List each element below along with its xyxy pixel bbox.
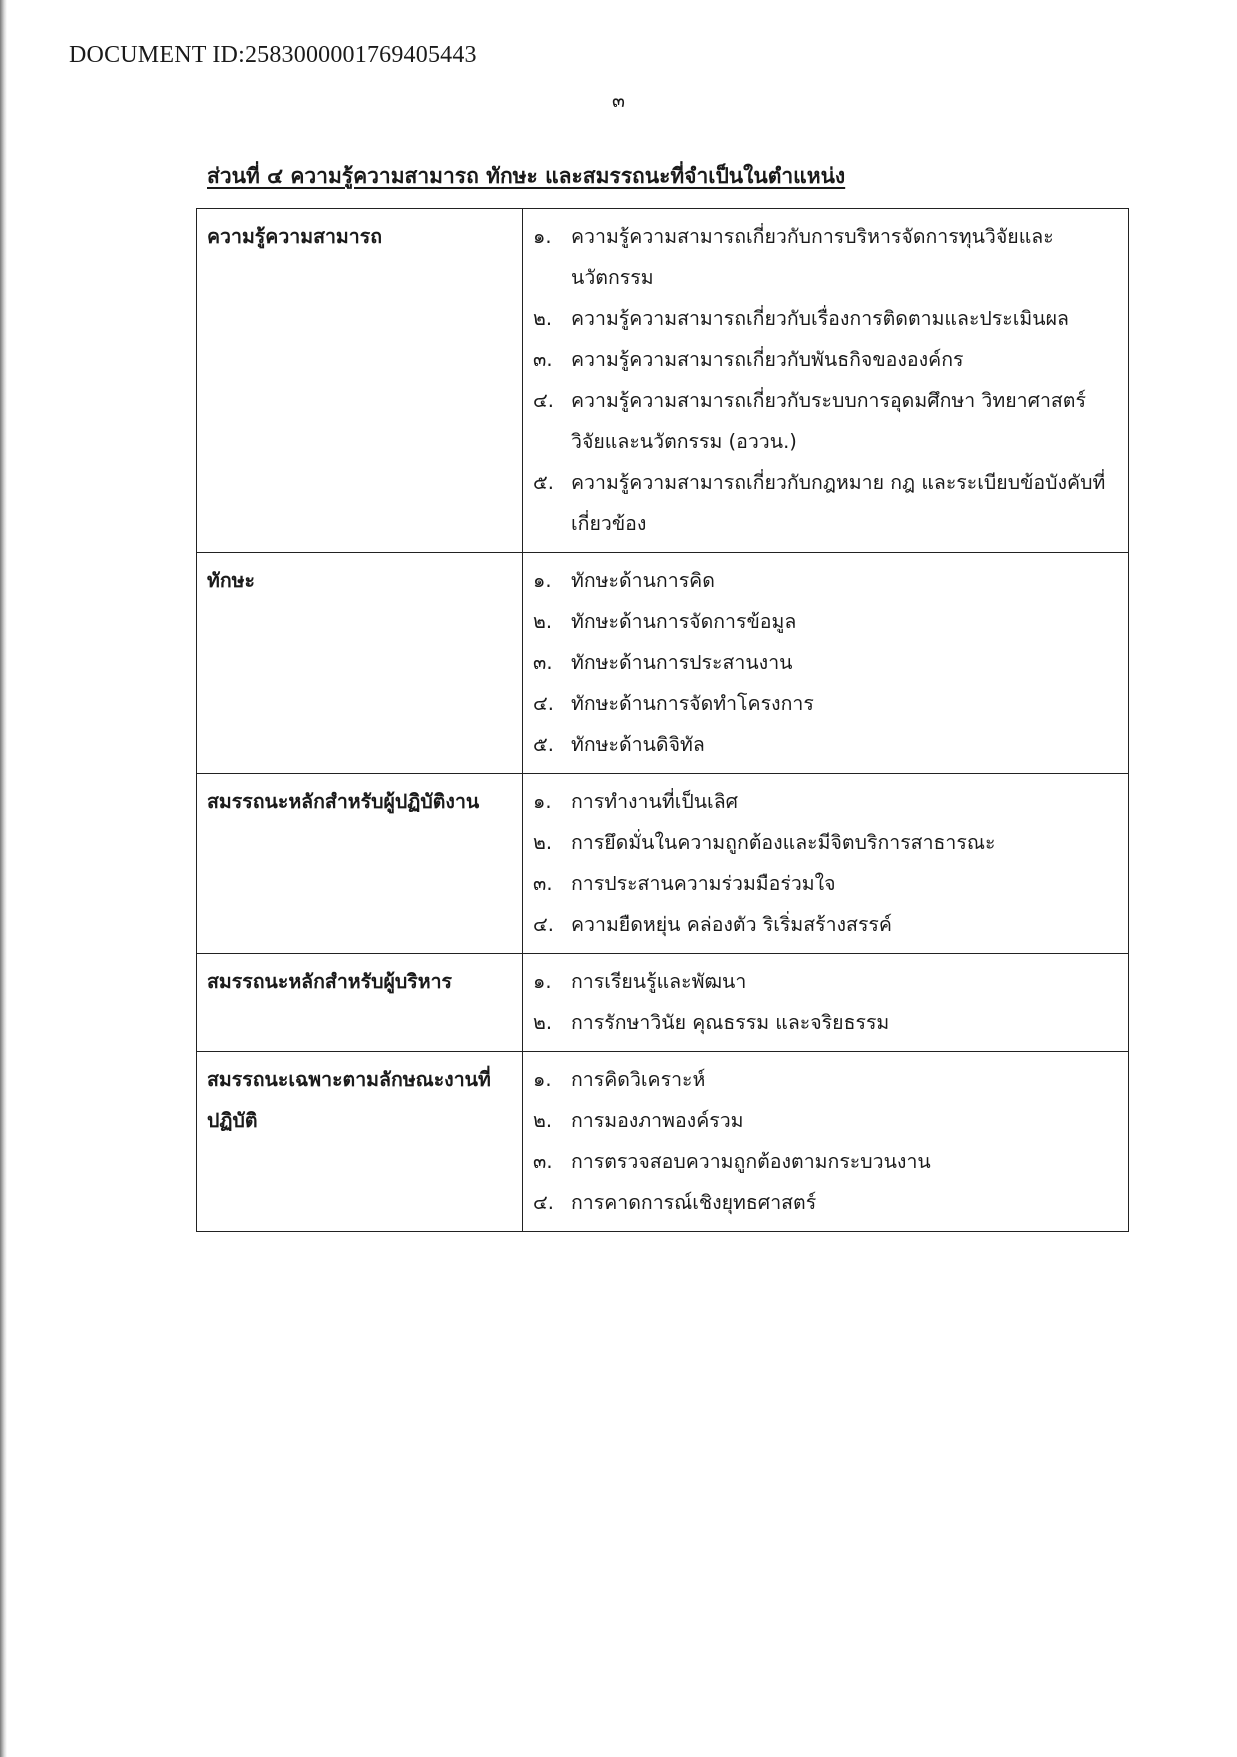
item-number: ๔. — [533, 913, 554, 936]
item-text: ความรู้ความสามารถเกี่ยวกับกฎหมาย กฎ และระเบียบข้อบังคับที่เกี่ยวข้อง — [571, 471, 1106, 535]
item-text: ความรู้ความสามารถเกี่ยวกับเรื่องการติดตามและประเมินผล — [571, 307, 1069, 330]
items-cell — [523, 209, 1129, 553]
item-text: การคิดวิเคราะห์ — [571, 1068, 706, 1091]
list-item — [533, 961, 1118, 1002]
list-item — [533, 1182, 1118, 1223]
list-item — [533, 1002, 1118, 1043]
list-item — [533, 1100, 1118, 1141]
item-text: ทักษะด้านการจัดทำโครงการ — [571, 692, 814, 715]
item-text: การเรียนรู้และพัฒนา — [571, 970, 747, 993]
document-id: DOCUMENT ID:2583000001769405443 — [69, 42, 477, 68]
table-row — [197, 954, 1129, 1052]
items-cell — [523, 1052, 1129, 1232]
list-item — [533, 601, 1118, 642]
category-cell: สมรรถนะเฉพาะตามลักษณะงานที่ปฏิบัติ — [197, 1052, 523, 1232]
item-number: ๕. — [533, 733, 554, 756]
item-number: ๑. — [533, 790, 552, 813]
items-cell — [523, 954, 1129, 1052]
list-item — [533, 781, 1118, 822]
list-item — [533, 683, 1118, 724]
table-row — [197, 553, 1129, 774]
item-text: ทักษะด้านการจัดการข้อมูล — [571, 610, 797, 633]
list-item — [533, 298, 1118, 339]
category-cell: ทักษะ — [197, 553, 523, 774]
item-text: ทักษะด้านดิจิทัล — [571, 733, 705, 756]
category-cell: ความรู้ความสามารถ — [197, 209, 523, 553]
item-number: ๓. — [533, 651, 553, 674]
item-text: การรักษาวินัย คุณธรรม และจริยธรรม — [571, 1011, 890, 1034]
item-number: ๕. — [533, 471, 554, 494]
item-text: การตรวจสอบความถูกต้องตามกระบวนงาน — [571, 1150, 931, 1173]
section-title: ส่วนที่ ๔ ความรู้ความสามารถ ทักษะ และสมรรถนะที่จำเป็นในตำแหน่ง — [207, 164, 846, 188]
table-row — [197, 774, 1129, 954]
page-number: ๓ — [612, 90, 625, 112]
item-text: ทักษะด้านการคิด — [571, 569, 715, 592]
list-item — [533, 339, 1118, 380]
list-item — [533, 642, 1118, 683]
item-text: ความยืดหยุ่น คล่องตัว ริเริ่มสร้างสรรค์ — [571, 913, 892, 936]
list-item — [533, 380, 1118, 462]
item-number: ๑. — [533, 569, 552, 592]
item-text: การทำงานที่เป็นเลิศ — [571, 790, 739, 813]
items-cell — [523, 553, 1129, 774]
item-number: ๒. — [533, 307, 553, 330]
list-item — [533, 560, 1118, 601]
table-row — [197, 209, 1129, 553]
item-number: ๓. — [533, 872, 553, 895]
category-cell: สมรรถนะหลักสำหรับผู้ปฏิบัติงาน — [197, 774, 523, 954]
item-text: ความรู้ความสามารถเกี่ยวกับการบริหารจัดการทุนวิจัยและนวัตกรรม — [571, 225, 1054, 289]
item-text: การยึดมั่นในความถูกต้องและมีจิตบริการสาธารณะ — [571, 831, 996, 854]
list-item — [533, 1141, 1118, 1182]
item-number: ๓. — [533, 348, 553, 371]
list-item — [533, 822, 1118, 863]
item-number: ๑. — [533, 970, 552, 993]
item-text: ความรู้ความสามารถเกี่ยวกับพันธกิจขององค์กร — [571, 348, 964, 371]
table-row — [197, 1052, 1129, 1232]
item-number: ๒. — [533, 1011, 553, 1034]
list-item — [533, 462, 1118, 544]
scan-edge-shadow — [0, 0, 7, 1757]
category-cell: สมรรถนะหลักสำหรับผู้บริหาร — [197, 954, 523, 1052]
list-item — [533, 724, 1118, 765]
competency-table — [196, 208, 1129, 1232]
list-item — [533, 1059, 1118, 1100]
item-text: การประสานความร่วมมือร่วมใจ — [571, 872, 836, 895]
item-number: ๑. — [533, 225, 552, 248]
list-item — [533, 904, 1118, 945]
item-number: ๔. — [533, 389, 554, 412]
item-number: ๑. — [533, 1068, 552, 1091]
item-text: ความรู้ความสามารถเกี่ยวกับระบบการอุดมศึกษา วิทยาศาสตร์ วิจัยและนวัตกรรม (อววน.) — [571, 389, 1086, 453]
list-item — [533, 216, 1118, 298]
item-number: ๓. — [533, 1150, 553, 1173]
item-text: ทักษะด้านการประสานงาน — [571, 651, 793, 674]
list-item — [533, 863, 1118, 904]
item-number: ๔. — [533, 692, 554, 715]
item-number: ๒. — [533, 1109, 553, 1132]
item-number: ๒. — [533, 610, 553, 633]
item-text: การคาดการณ์เชิงยุทธศาสตร์ — [571, 1191, 817, 1214]
item-number: ๒. — [533, 831, 553, 854]
item-text: การมองภาพองค์รวม — [571, 1109, 744, 1132]
items-cell — [523, 774, 1129, 954]
item-number: ๔. — [533, 1191, 554, 1214]
